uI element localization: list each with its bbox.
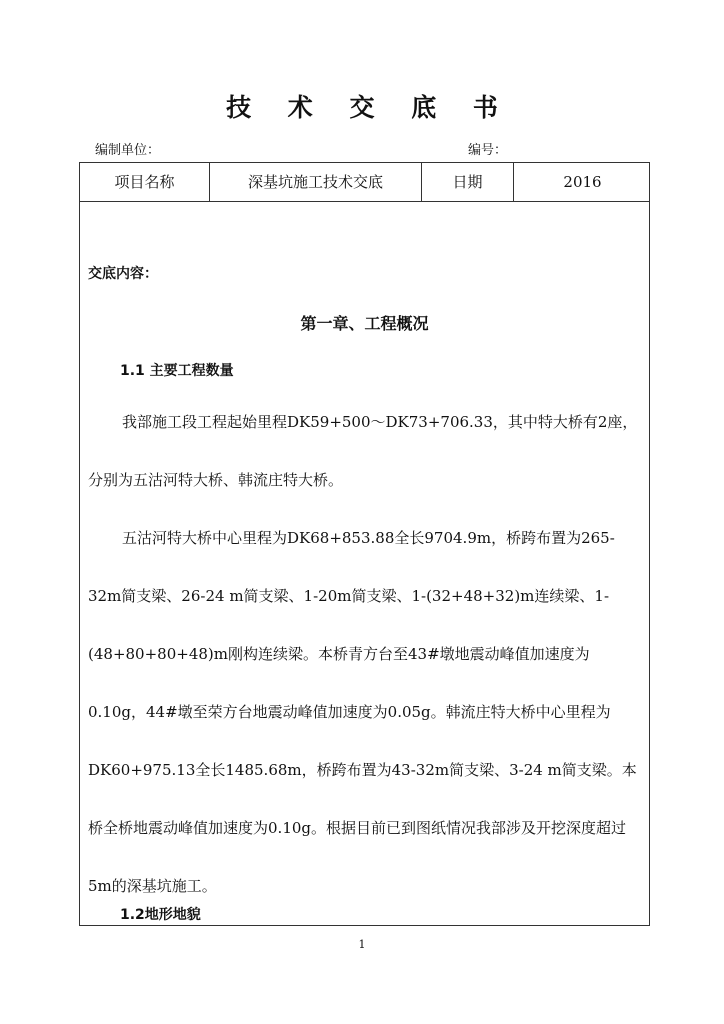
paragraph-2: 五沽河特大桥中心里程为DK68+853.88全长9704.9m，桥跨布置为265-32m简支梁、26-24 m简支梁、1-20m简支梁、1-(32+48+32)m连续梁、1-(48+80+80+48)m刚构连续梁。本桥青方台至43#墩地震动峰值加速度为0.10g，44#墩至荣方台地震动峰值加速度为0.05g。韩流庄特大桥中心里程为DK60+975.13全长1485.68m，桥跨布置为43-32m简支梁、3-24 m简支梁。本桥全桥地震动峰值加速度为0.10g。根据目前已到图纸情况我部涉及开挖深度超过5m的深基坑施工。 [88,529,637,895]
header-row [80,163,649,202]
document-number-label: 编号： [468,143,508,158]
section-title-1-2: 1.2地形地貌 [120,907,201,923]
project-name-label: 项目名称 [80,163,210,201]
project-name-value: 深基坑施工技术交底 [210,163,422,201]
date-label: 日期 [422,163,514,201]
content-label: 交底内容： [88,266,158,282]
page-number: 1 [358,938,366,951]
disclosure-table [79,162,650,926]
chapter-title: 第一章、工程概况 [300,314,429,333]
compiling-unit-label: 编制单位： [95,143,161,158]
section-title-1-1: 1.1 主要工程数量 [120,363,234,379]
paragraph-1: 我部施工段工程起始里程DK59+500～DK73+706.33，其中特大桥有2座，分别为五沽河特大桥、韩流庄特大桥。 [88,413,638,489]
document-title: 技 术 交 底 书 [226,93,512,122]
date-value: 2016 [563,173,602,191]
